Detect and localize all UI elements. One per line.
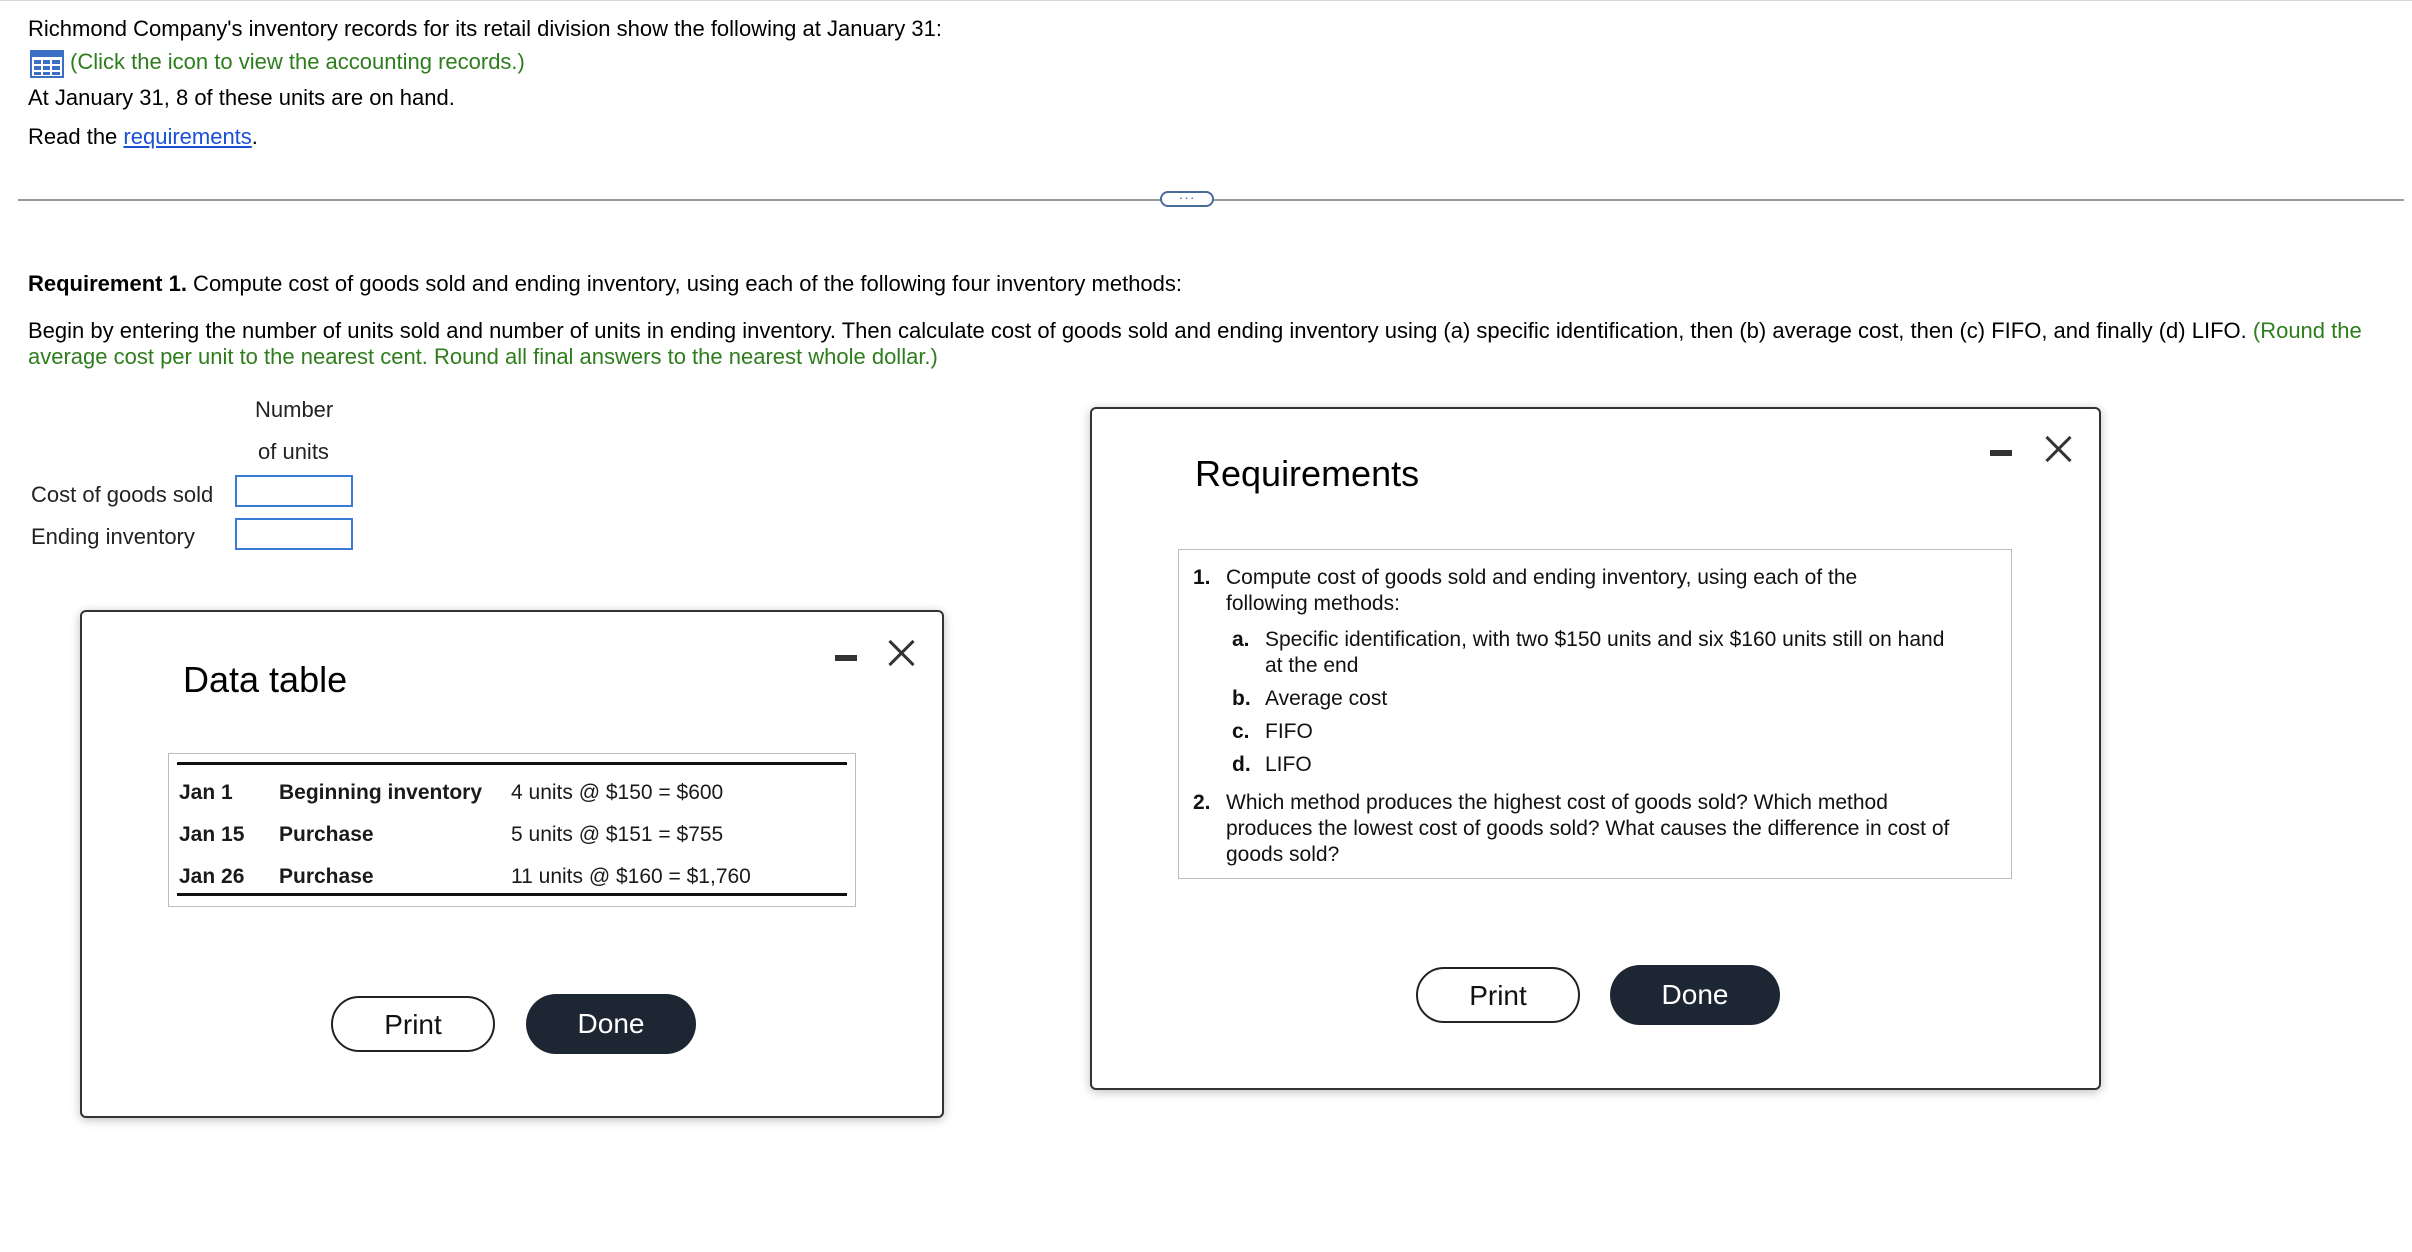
rounding-note: (Round the average cost per unit to the nearest cent. Round all final answers to the nearest whole dollar.) (28, 318, 2362, 369)
req-item2-line3: goods sold? (1226, 843, 1340, 866)
units-header-line2: of units (258, 439, 329, 464)
ending-inventory-row-label: Ending inventory (31, 524, 195, 549)
requirements-done-button[interactable]: Done (1610, 965, 1780, 1025)
req-sub-a-line2: at the end (1265, 654, 1359, 677)
spreadsheet-icon[interactable] (30, 50, 64, 78)
row2-date: Jan 15 (179, 823, 245, 846)
requirements-link[interactable]: requirements (123, 124, 252, 149)
row3-date: Jan 26 (179, 865, 245, 888)
row2-detail: 5 units @ $151 = $755 (511, 823, 724, 846)
req-item2-line2: produces the lowest cost of goods sold? What causes the difference in cost of (1226, 817, 1950, 840)
row1-date: Jan 1 (179, 781, 233, 804)
close-icon[interactable] (886, 638, 916, 668)
req-sub-d-text: LIFO (1265, 753, 1312, 776)
req-sub-b-text: Average cost (1265, 687, 1388, 710)
accounting-records-link[interactable]: (Click the icon to view the accounting records.) (70, 49, 525, 74)
read-suffix: . (251, 124, 258, 149)
minimize-icon[interactable] (835, 655, 857, 661)
requirement1-label: Requirement 1. (28, 271, 187, 296)
read-requirements-line (28, 124, 258, 150)
units-on-hand-text: At January 31, 8 of these units are on hand. (28, 85, 455, 110)
table-top-rule (177, 762, 847, 765)
requirement1-heading (28, 271, 1182, 297)
row3-detail: 11 units @ $160 = $1,760 (511, 865, 751, 888)
requirements-title: Requirements (1195, 453, 1420, 494)
ending-inventory-units-input[interactable] (235, 518, 353, 550)
data-table-print-button[interactable]: Print (331, 996, 495, 1052)
row3-desc: Purchase (279, 865, 374, 888)
expand-divider-handle[interactable]: ··· (1160, 191, 1214, 207)
req-item1-line2: following methods: (1226, 592, 1400, 615)
intro-text: Richmond Company's inventory records for its retail division show the following at January 31: (28, 16, 942, 41)
req-sub-c-letter: c. (1232, 720, 1250, 743)
data-table-title: Data table (183, 659, 348, 700)
cogs-row-label: Cost of goods sold (31, 482, 214, 507)
row1-detail: 4 units @ $150 = $600 (511, 781, 724, 804)
data-table-done-button[interactable]: Done (526, 994, 696, 1054)
cogs-units-input[interactable] (235, 475, 353, 507)
req-sub-a-line1: Specific identification, with two $150 units and six $160 units still on hand (1265, 628, 1945, 651)
row1-desc: Beginning inventory (279, 781, 483, 804)
req-sub-b-letter: b. (1232, 687, 1251, 710)
req-item1-number: 1. (1193, 566, 1211, 589)
req-sub-a-letter: a. (1232, 628, 1250, 651)
req-sub-d-letter: d. (1232, 753, 1251, 776)
requirement1-text: Compute cost of goods sold and ending inventory, using each of the following four inventory methods: (186, 271, 1183, 296)
instructions-text: Begin by entering the number of units sold and number of units in ending inventory. Then calculate cost of goods sold and ending inventory using (a) specific identification, then (b) average cost, then (c) FIFO, and finally (d) LIFO. (28, 318, 2247, 343)
table-bottom-rule (177, 893, 847, 896)
instructions-paragraph (28, 318, 2378, 370)
req-item2-line1: Which method produces the highest cost of goods sold? Which method (1226, 791, 1888, 814)
req-item1-line1: Compute cost of goods sold and ending inventory, using each of the (1226, 566, 1858, 589)
units-header-line1: Number (255, 397, 334, 422)
row2-desc: Purchase (279, 823, 374, 846)
req-item2-number: 2. (1193, 791, 1211, 814)
close-icon[interactable] (2043, 434, 2073, 464)
req-sub-c-text: FIFO (1265, 720, 1313, 743)
minimize-icon[interactable] (1990, 450, 2012, 456)
top-border (0, 0, 2412, 1)
requirements-print-button[interactable]: Print (1416, 967, 1580, 1023)
read-prefix: Read the (28, 124, 124, 149)
